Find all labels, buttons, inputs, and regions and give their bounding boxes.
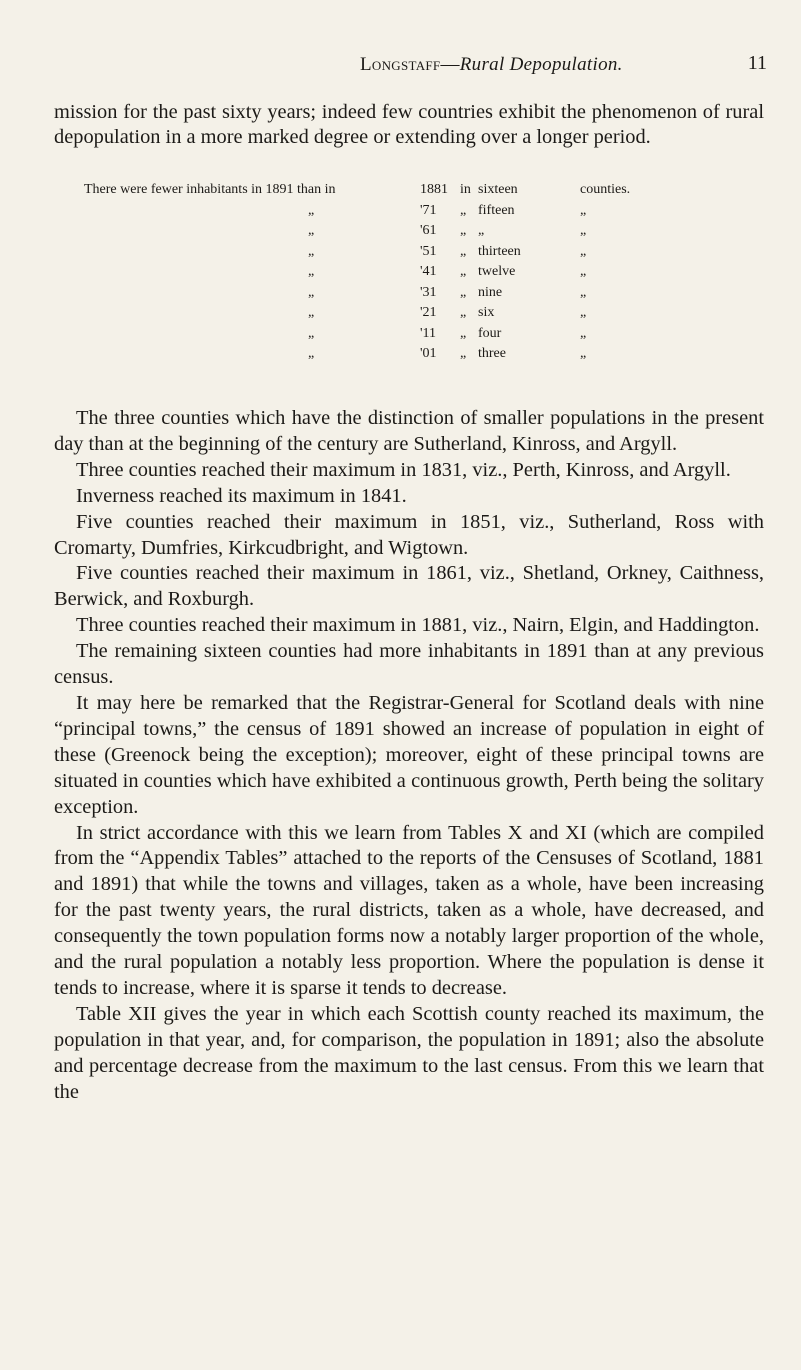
table-count: three xyxy=(478,346,506,361)
table-ditto: „ xyxy=(308,223,315,238)
census-decline-table xyxy=(84,180,774,365)
running-head-title: Rural Depopulation. xyxy=(459,54,623,75)
table-ditto: „ xyxy=(580,243,587,259)
table-ditto: „ xyxy=(460,264,467,279)
paragraph: It may here be remarked that the Registrar-General for Scotland deals with nine “principal towns,” the census of 1891 showed an increase of population in eight of these (Greenock being the exception); moreover, eight of these principal towns are situated in counties which have exhibited a continuous growth, Perth being the solitary exception. xyxy=(54,691,764,818)
running-head-author: Longstaff xyxy=(360,54,441,75)
table-count: nine xyxy=(478,284,503,300)
table-row xyxy=(84,303,774,324)
table-year: '11 xyxy=(420,325,437,341)
table-count: thirteen xyxy=(478,243,521,259)
table-ditto: „ xyxy=(308,264,315,279)
table-ditto: „ xyxy=(580,325,587,341)
opening-paragraph xyxy=(54,100,764,151)
table-ditto: „ xyxy=(308,243,315,259)
table-ditto: „ xyxy=(308,284,315,300)
table-ditto: „ xyxy=(460,284,467,300)
table-year: '61 xyxy=(420,223,437,238)
paragraph: Five counties reached their maximum in 1861, viz., Shetland, Orkney, Caithness, Berwick, and Roxburgh. xyxy=(54,562,764,611)
table-year: '71 xyxy=(420,202,437,218)
table-lead-text: There were fewer inhabitants in 1891 than in xyxy=(84,182,336,197)
table-count: six xyxy=(478,305,495,320)
paragraph: Five counties reached their maximum in 1851, viz., Sutherland, Ross with Cromarty, Dumfries, Kirkcudbright, and Wigtown. xyxy=(54,510,764,559)
table-ditto: „ xyxy=(580,264,587,279)
table-year: '01 xyxy=(420,346,437,361)
table-connector: in xyxy=(460,182,471,197)
body-paragraphs xyxy=(54,406,764,1105)
table-ditto: „ xyxy=(308,305,315,320)
table-year: '51 xyxy=(420,243,437,259)
table-ditto: „ xyxy=(308,202,315,218)
table-ditto: „ xyxy=(580,284,587,300)
table-count: fifteen xyxy=(478,202,515,218)
table-row xyxy=(84,180,774,201)
table-count: sixteen xyxy=(478,182,518,197)
table-ditto: „ xyxy=(580,223,587,238)
paragraph: The remaining sixteen counties had more inhabitants in 1891 than at any previous census. xyxy=(54,640,764,689)
table-year: '31 xyxy=(420,284,437,300)
table-tail: counties. xyxy=(580,182,631,197)
table-year: '21 xyxy=(420,305,437,320)
table-ditto: „ xyxy=(460,305,467,320)
table-row xyxy=(84,242,774,263)
table-ditto: „ xyxy=(580,305,587,320)
paragraph: Three counties reached their maximum in 1881, viz., Nairn, Elgin, and Haddington. xyxy=(76,614,760,637)
table-row xyxy=(84,221,774,242)
table-ditto: „ xyxy=(308,325,315,341)
table-ditto: „ xyxy=(460,223,467,238)
table-count: four xyxy=(478,325,502,341)
table-ditto: „ xyxy=(460,202,467,218)
paragraph: Table XII gives the year in which each Scottish county reached its maximum, the population in that year, and, for comparison, the population in 1891; also the absolute and percentage decrease from the maximum to the last census. From this we learn that the xyxy=(54,1002,764,1103)
table-ditto: „ xyxy=(580,346,587,361)
table-year: 1881 xyxy=(420,182,448,197)
page-number: 11 xyxy=(747,52,767,74)
paragraph: The three counties which have the distinction of smaller populations in the present day than at the beginning of the century are Sutherland, Kinross, and Argyll. xyxy=(54,407,764,455)
table-ditto: „ xyxy=(460,243,467,259)
table-row xyxy=(84,324,774,345)
paragraph: In strict accordance with this we learn from Tables X and XI (which are compiled from the “Appendix Tables” attached to the reports of the Censuses of Scotland, 1881 and 1891) that while the towns and villages, taken as a whole, have been increasing for the past twenty years, the rural districts, taken as a whole, have decreased, and consequently the town population forms now a notably larger proportion of the whole, and the rural population a notably less proportion. Where the population is dense it tends to increase, where it is sparse it tends to decrease. xyxy=(54,821,764,999)
running-head-separator: — xyxy=(440,54,460,75)
table-ditto: „ xyxy=(460,346,467,361)
table-row xyxy=(84,262,774,283)
running-head xyxy=(360,54,623,76)
table-year: '41 xyxy=(420,264,437,279)
table-row xyxy=(84,201,774,222)
paragraph: Inverness reached its maximum in 1841. xyxy=(76,484,407,507)
table-ditto: „ xyxy=(580,202,587,218)
paragraph: Three counties reached their maximum in 1831, viz., Perth, Kinross, and Argyll. xyxy=(76,458,731,481)
table-ditto: „ xyxy=(460,325,467,341)
opening-text: mission for the past sixty years; indeed few countries exhibit the phenomenon of rural depopulation in a more marked degree or extending over a longer period. xyxy=(54,101,764,149)
table-count: „ xyxy=(478,223,485,238)
table-count: twelve xyxy=(478,264,516,279)
table-ditto: „ xyxy=(308,346,315,361)
table-row xyxy=(84,344,774,365)
table-row xyxy=(84,283,774,304)
